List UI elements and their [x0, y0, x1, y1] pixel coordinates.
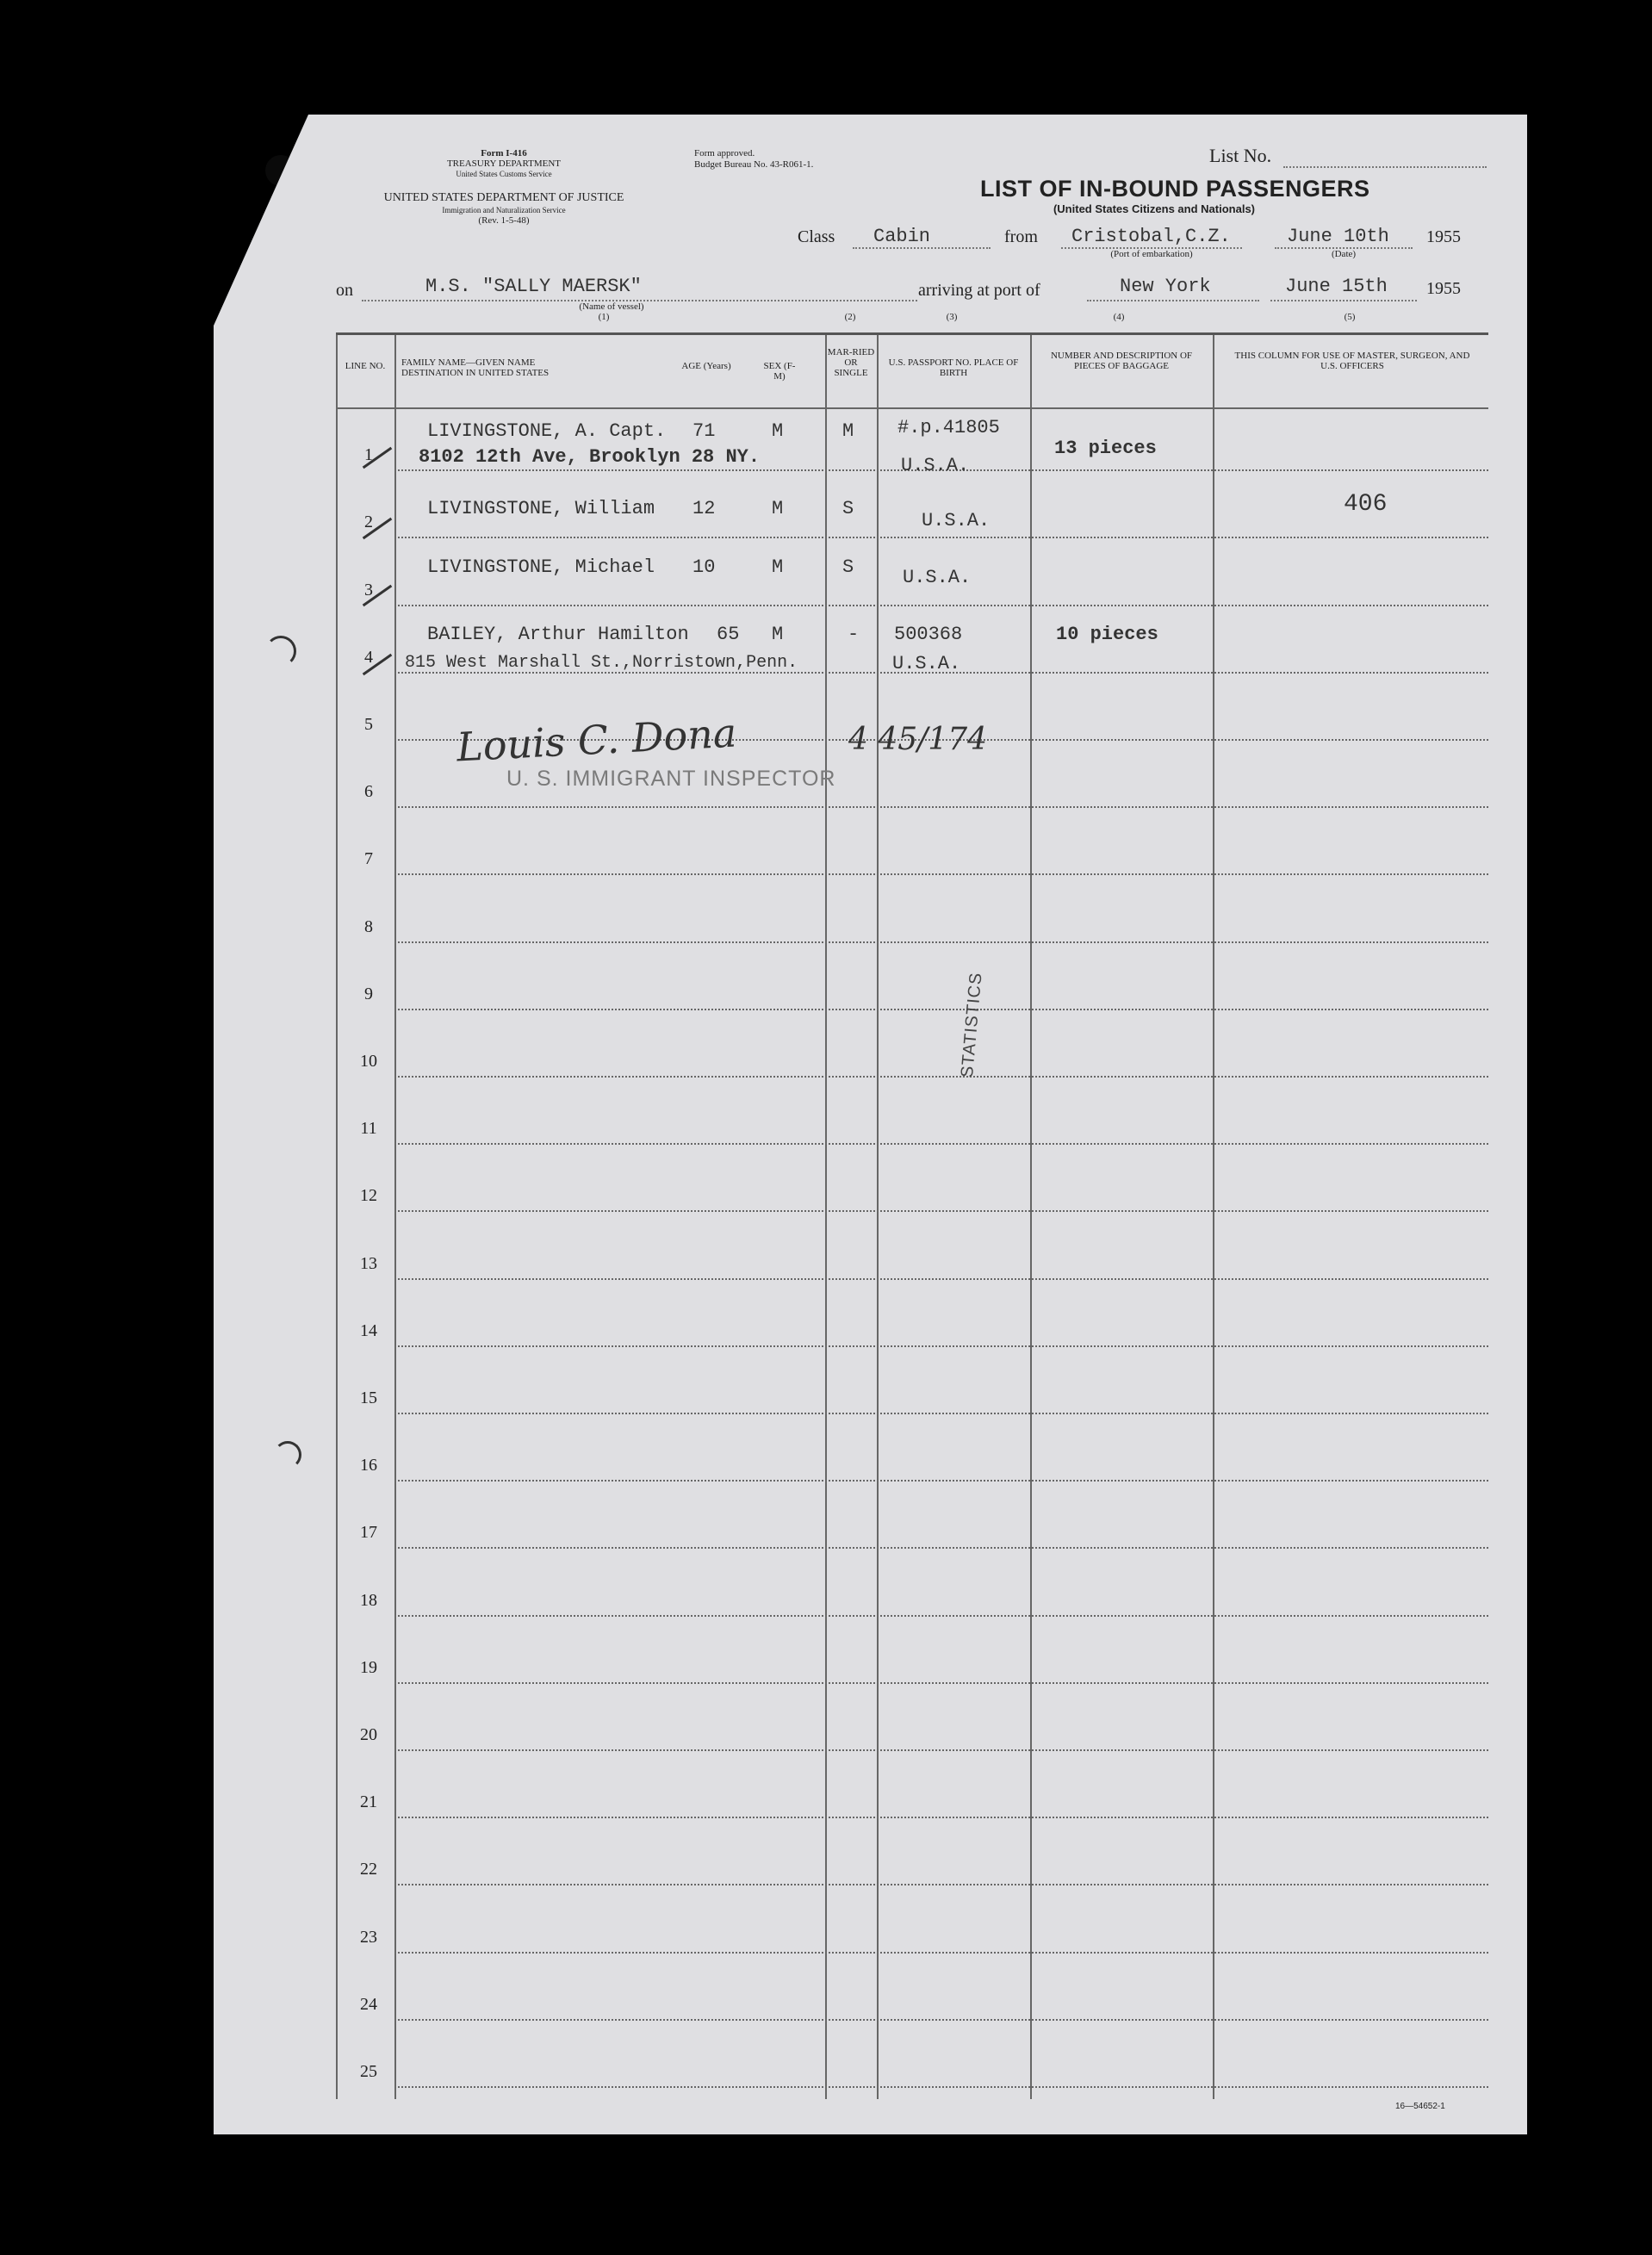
embark-caption: (Port of embarkation)	[1110, 249, 1193, 259]
passenger-1-marital: M	[842, 420, 854, 442]
row-number: 16	[360, 1456, 377, 1475]
table-row	[394, 1345, 1488, 1347]
table-row	[394, 873, 1488, 875]
port-line	[1087, 300, 1259, 301]
revision: (Rev. 1-5-48)	[478, 215, 530, 226]
inspector-signature: Louis C. Dona	[455, 709, 738, 771]
list-no-label: List No.	[1209, 145, 1272, 166]
table-row	[394, 941, 1488, 943]
table-row	[394, 1143, 1488, 1145]
year-2: 1955	[1426, 279, 1461, 298]
arriving-label: arriving at port of	[918, 281, 1040, 300]
table-row	[394, 1009, 1488, 1010]
row-number: 21	[360, 1792, 377, 1812]
table-row	[394, 1413, 1488, 1414]
passenger-2-age: 12	[692, 498, 716, 519]
passenger-1-age: 71	[692, 420, 716, 442]
customs-service: United States Customs Service	[456, 170, 552, 178]
passenger-1-baggage: 13 pieces	[1054, 438, 1157, 459]
col-divider	[825, 335, 827, 2099]
col-num-4: (4)	[1113, 312, 1125, 322]
row-number: 24	[360, 1994, 377, 2014]
passenger-4-age: 65	[717, 624, 740, 645]
year-1: 1955	[1426, 227, 1461, 246]
table-row	[394, 1547, 1488, 1549]
budget-bureau: Budget Bureau No. 43-R061-1.	[694, 159, 814, 170]
table-row	[394, 1278, 1488, 1280]
table-row	[394, 1076, 1488, 1078]
passenger-3-birth: U.S.A.	[903, 567, 972, 588]
table-row	[394, 605, 1488, 606]
table-row	[394, 1682, 1488, 1684]
passenger-4-passport: 500368	[894, 624, 963, 645]
date2-line	[1270, 300, 1417, 301]
row-number: 15	[360, 1388, 377, 1407]
inspector-stamp: U. S. IMMIGRANT INSPECTOR	[506, 767, 836, 791]
row-number: 4	[364, 647, 373, 667]
vessel-caption: (Name of vessel)	[579, 301, 644, 312]
row-number: 22	[360, 1860, 377, 1879]
row-number: 23	[360, 1927, 377, 1947]
row-number: 17	[360, 1523, 377, 1543]
form-title: LIST OF IN-BOUND PASSENGERS	[980, 176, 1370, 202]
row-number: 9	[364, 984, 373, 1003]
passenger-table	[336, 332, 1488, 2099]
passenger-2-officer-note: 406	[1344, 491, 1388, 518]
justice-dept: UNITED STATES DEPARTMENT OF JUSTICE	[383, 191, 624, 204]
passenger-2-name: LIVINGSTONE, William	[427, 498, 655, 519]
form-number: Form I-416	[481, 148, 527, 158]
passenger-4-name: BAILEY, Arthur Hamilton	[427, 624, 689, 645]
passenger-1-birth: U.S.A.	[901, 455, 970, 476]
passenger-1-address: 8102 12th Ave, Brooklyn 28 NY.	[419, 446, 761, 468]
class-value: Cabin	[873, 226, 931, 247]
ins-service: Immigration and Naturalization Service	[442, 206, 566, 214]
class-line	[853, 247, 991, 249]
list-no-line	[1283, 166, 1487, 168]
row-number: 3	[364, 580, 373, 599]
col-num-2: (2)	[844, 312, 856, 322]
row-number: 19	[360, 1657, 377, 1677]
row-number: 12	[360, 1186, 377, 1206]
date-1: June 10th	[1287, 226, 1389, 247]
col-num-1: (1)	[598, 312, 610, 322]
passenger-2-sex: M	[772, 498, 784, 519]
from-label: from	[1004, 227, 1038, 246]
passenger-3-age: 10	[692, 556, 716, 578]
port-value: New York	[1120, 276, 1211, 297]
row-number: 11	[360, 1119, 377, 1139]
row-number: 18	[360, 1590, 377, 1610]
row-number: 6	[364, 782, 373, 802]
passenger-4-marital: -	[848, 624, 860, 645]
passenger-1-sex: M	[772, 420, 784, 442]
passenger-3-name: LIVINGSTONE, Michael	[427, 556, 655, 578]
table-row	[394, 537, 1488, 538]
table-row	[394, 1952, 1488, 1954]
treasury-dept: TREASURY DEPARTMENT	[446, 158, 562, 169]
row-number: 8	[364, 916, 373, 936]
header-sex: SEX (F-M)	[763, 361, 796, 382]
punch-hole-edge	[265, 636, 296, 667]
row-number: 25	[360, 2062, 377, 2081]
row-number: 20	[360, 1725, 377, 1744]
table-row	[394, 1480, 1488, 1482]
row-number: 13	[360, 1253, 377, 1273]
col-divider	[1030, 335, 1032, 2099]
table-row	[394, 806, 1488, 808]
table-row	[394, 1749, 1488, 1751]
table-row	[394, 2086, 1488, 2088]
passenger-4-sex: M	[772, 624, 784, 645]
date-2: June 15th	[1285, 276, 1388, 297]
footer-code: 16—54652-1	[1395, 2102, 1445, 2111]
header-baggage: NUMBER AND DESCRIPTION OF PIECES OF BAGGAGE	[1050, 351, 1193, 371]
row-number: 2	[364, 512, 373, 532]
punch-hole-edge	[274, 1441, 301, 1469]
table-row	[394, 2019, 1488, 2021]
passenger-1-passport: #.p.41805	[897, 417, 1000, 438]
table-row	[394, 1210, 1488, 1212]
row-number: 7	[364, 849, 373, 869]
date-caption: (Date)	[1331, 249, 1357, 259]
vessel-name: M.S. "SALLY MAERSK"	[425, 276, 642, 297]
passenger-4-baggage: 10 pieces	[1056, 624, 1158, 645]
header-passport: U.S. PASSPORT NO. PLACE OF BIRTH	[888, 357, 1019, 378]
passenger-1-name: LIVINGSTONE, A. Capt.	[427, 420, 667, 442]
col-divider	[394, 335, 396, 2099]
table-border-left	[336, 335, 338, 2099]
class-label: Class	[798, 227, 835, 246]
header-officers: THIS COLUMN FOR USE OF MASTER, SURGEON, AND U.S. OFFICERS	[1234, 351, 1470, 371]
header-name: FAMILY NAME—GIVEN NAME DESTINATION IN UNITED STATES	[401, 357, 550, 378]
signature-date: 4 45/174	[848, 722, 987, 757]
passenger-4-address: 815 West Marshall St.,Norristown,Penn.	[405, 653, 798, 673]
statistics-stamp: STATISTICS	[958, 971, 986, 1078]
header-married: MAR-RIED OR SINGLE	[827, 347, 875, 378]
header-age: AGE (Years)	[681, 361, 731, 371]
col-num-5: (5)	[1344, 312, 1356, 322]
header-line-no: LINE NO.	[345, 361, 386, 371]
table-row	[394, 1615, 1488, 1617]
table-row	[394, 1817, 1488, 1818]
from-value: Cristobal,C.Z.	[1071, 226, 1231, 247]
form-approved: Form approved.	[694, 148, 755, 158]
passenger-2-marital: S	[842, 498, 854, 519]
col-divider	[1213, 335, 1214, 2099]
passenger-4-birth: U.S.A.	[892, 653, 961, 674]
table-row	[394, 1884, 1488, 1885]
header-rule	[336, 407, 1488, 409]
col-divider	[877, 335, 879, 2099]
passenger-3-marital: S	[842, 556, 854, 578]
form-subtitle: (United States Citizens and Nationals)	[1053, 202, 1256, 215]
row-number: 5	[364, 715, 373, 734]
row-number: 14	[360, 1320, 377, 1340]
passenger-2-birth: U.S.A.	[922, 510, 991, 531]
row-number: 1	[364, 445, 373, 465]
row-number: 10	[360, 1052, 377, 1071]
col-num-3: (3)	[946, 312, 958, 322]
on-label: on	[336, 281, 353, 300]
passenger-3-sex: M	[772, 556, 784, 578]
